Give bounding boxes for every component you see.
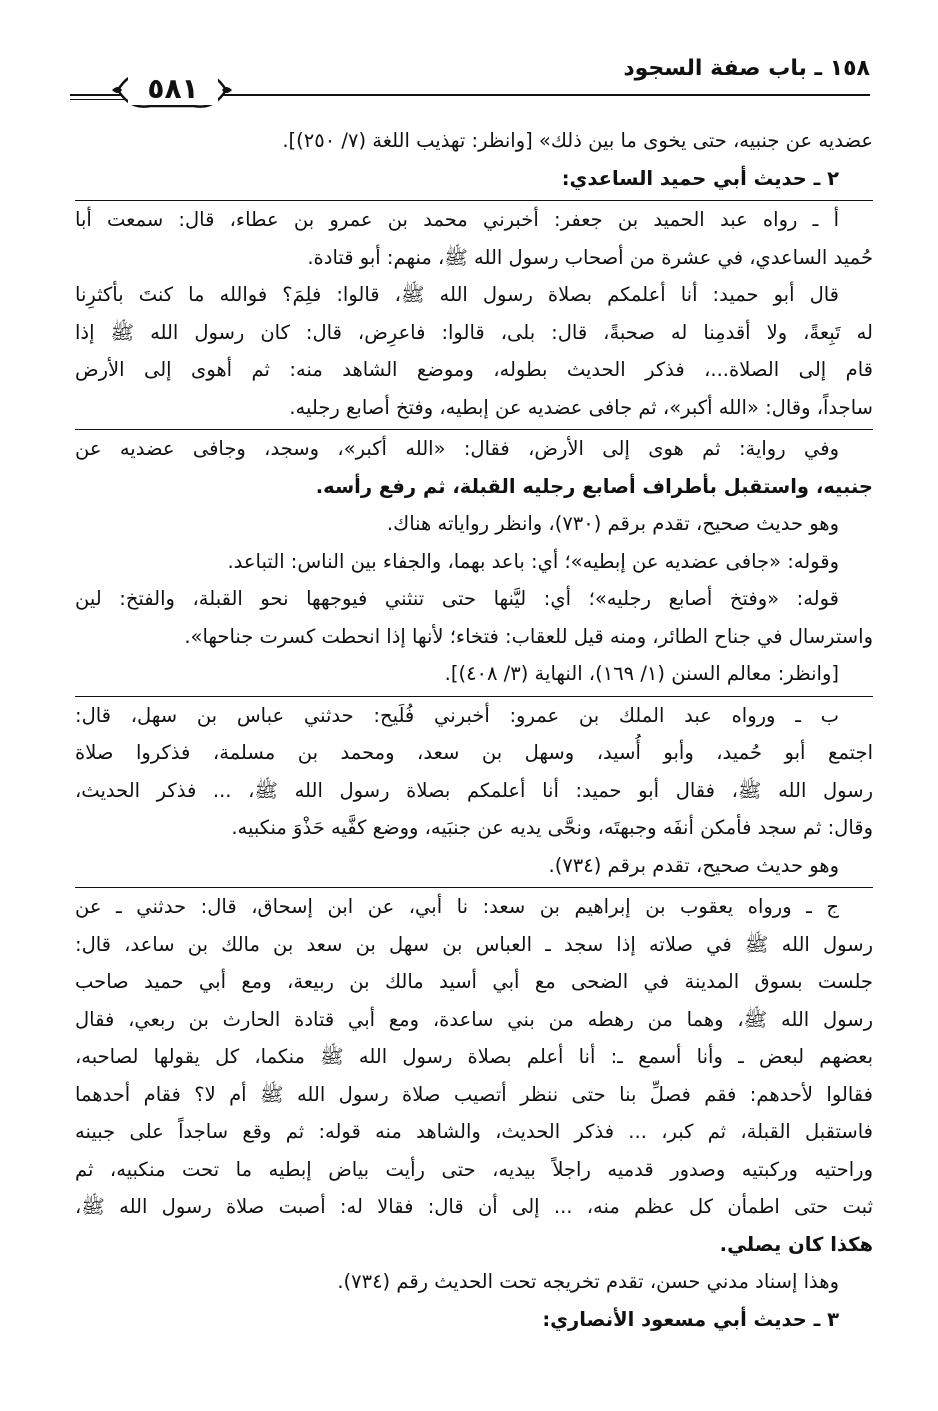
page-number: ٥٨١: [128, 72, 218, 105]
text-line: بعضهم لبعض ـ وأنا أسمع ـ: أنا أعلم بصلاة رسول الله ﷺ منكما، كل يقولها لصاحبه،: [75, 1045, 873, 1068]
text-line: أ ـ رواه عبد الحميد بن جعفر: أخبرني محمد بن عمرو بن عطاء، قال: سمعت أبا: [75, 208, 839, 231]
text-line: حُميد الساعدي، في عشرة من أصحاب رسول الله ﷺ، منهم: أبو قتادة.: [307, 245, 873, 269]
text-line: [وانظر: معالم السنن (١/ ١٦٩)، النهاية (٣/ ٤٠٨)].: [444, 662, 839, 685]
text-line: جنبيه، واستقبل بأطراف أصابع رجليه القبلة، ثم رفع رأسه.: [315, 474, 873, 498]
text-line: فاستقبل القبلة، ثم كبر، ... فذكر الحديث، والشاهد منه قوله: ثم وقع ساجداً على جبينه: [75, 1120, 873, 1143]
text-line: ساجداً، وقال: «الله أكبر»، ثم جافى عضديه عن إبطيه، وفتخ أصابع رجليه.: [289, 395, 873, 419]
text-line: جلست بسوق المدينة في الضحى مع أبي أسيد مالك بن ربيعة، ومع أبي حميد صاحب: [75, 970, 873, 993]
text-line: وهو حديث صحيح، تقدم برقم (٧٣٠)، وانظر رواياته هناك.: [386, 512, 839, 535]
text-line: ب ـ ورواه عبد الملك بن عمرو: أخبرني فُلَيح: حدثني عباس بن سهل، قال:: [75, 703, 839, 727]
text-line: اجتمع أبو حُميد، وأبو أُسيد، وسهل بن سعد، ومحمد بن مسلمة، فذكروا صلاة: [75, 741, 873, 764]
section-title: ١٥٨ ـ باب صفة السجود: [623, 56, 870, 81]
text-line: وهذا إسناد مدني حسن، تقدم تخريجه تحت الحديث رقم (٧٣٤).: [337, 1270, 839, 1293]
text-line: واسترسال في جناح الطائر، ومنه قيل للعقاب: فتخاء؛ لأنها إذا انحطت كسرت جناحها».: [184, 624, 873, 648]
text-line: ج ـ ورواه يعقوب بن إبراهيم بن سعد: نا أبي، عن ابن إسحاق، قال: حدثني ـ عن: [75, 895, 839, 918]
text-line: وراحتيه وركبتيه وصدور قدميه راجلاً بيديه، حتى رأيت بياض إبطيه ما تحت منكبيه، ثم: [75, 1157, 873, 1181]
text-line: رسول الله ﷺ، وهما من رهطه من بني ساعدة، ومع أبي قتادة الحارث بن ربعي، فقال: [75, 1007, 873, 1031]
page-header: [70, 48, 870, 108]
text-line: ٣ ـ حديث أبي مسعود الأنصاري:: [542, 1307, 839, 1331]
text-line: وهو حديث صحيح، تقدم برقم (٧٣٤).: [548, 853, 839, 877]
text-line: وقوله: «جافى عضديه عن إبطيه»؛ أي: باعد بهما، والجفاء بين الناس: التباعد.: [227, 549, 839, 573]
text-line: قال أبو حميد: أنا أعلمكم بصلاة رسول الله ﷺ، قالوا: فلِمَ؟ فوالله ما كنتَ بأكثرِنا: [75, 283, 839, 306]
text-line: قوله: «وفتخ أصابع رجليه»؛ أي: ليَّنها حتى تنثني فيوجهها نحو القبلة، والفتخ: لين: [75, 587, 839, 610]
text-line: وقال: ثم سجد فأمكن أنفَه وجبهتَه، ونحَّى يديه عن جنبَيه، ووضع كفَّيه حَذْوَ منكبيه.: [231, 816, 873, 839]
text-line: هكذا كان يصلي.: [719, 1232, 873, 1256]
document-body: [75, 122, 873, 1338]
text-line: قام إلى الصلاة...، فذكر الحديث بطوله، وموضع الشاهد منه: ثم أهوى إلى الأرض: [75, 358, 873, 381]
text-line: ثبت حتى اطمأن كل عظم منه، ... إلى أن قال: فقالا له: أصبت صلاة رسول الله ﷺ،: [75, 1195, 873, 1218]
text-line: له تَبِعةً، ولا أقدمِنا له صحبةً، قال: بلى، قالوا: فاعرِض، قال: كان رسول الله ﷺ إذا: [75, 320, 873, 344]
text-line: رسول الله ﷺ في صلاته إذا سجد ـ العباس بن سهل بن سعد بن مالك بن ساعد، قال:: [75, 932, 873, 956]
text-line: وفي رواية: ثم هوى إلى الأرض، فقال: «الله أكبر»، وسجد، وجافى عضديه عن: [75, 437, 839, 460]
text-line: ٢ ـ حديث أبي حميد الساعدي:: [561, 166, 839, 190]
text-line: رسول الله ﷺ، فقال أبو حميد: أنا أعلمكم بصلاة رسول الله ﷺ، ... فذكر الحديث،: [75, 778, 873, 802]
text-line: فقالوا لأحدهم: فقم فصلِّ بنا حتى ننظر أتصيب صلاة رسول الله ﷺ أم لا؟ فقام أحدهما: [75, 1082, 873, 1106]
text-line: عضديه عن جنبيه، حتى يخوى ما بين ذلك» [وانظر: تهذيب اللغة (٧/ ٢٥٠)].: [282, 129, 873, 152]
